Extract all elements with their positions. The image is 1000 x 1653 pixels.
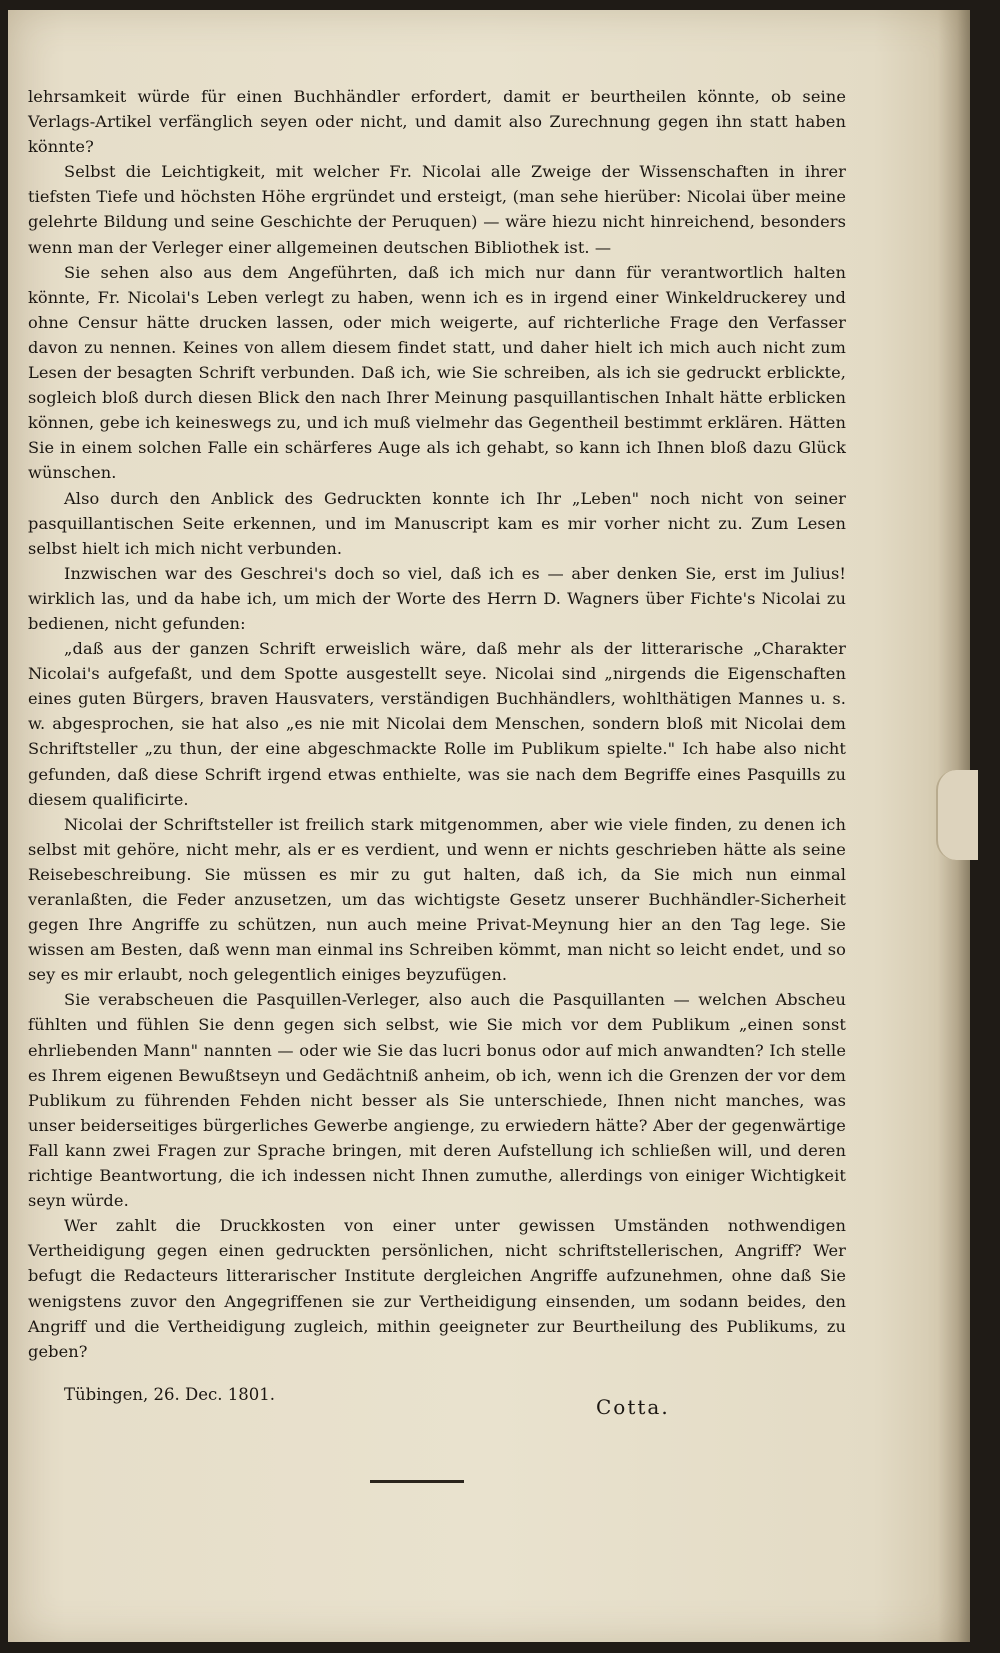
page-clip-mark xyxy=(936,770,978,860)
paragraph-6-quotation: „daß aus der ganzen Schrift erweislich wäre, daß mehr als der litterarische „Charakter Nicolai's aufgefaßt, und dem Spotte ausgestellt seye. Nicolai sind „nirgends die Eigenschaften eines guten Bürgers, braven Hausvaters, verständigen Buchhändlers, wohlthätigen Mannes u. s. w. abgesprochen, sie hat also „es nie mit Nicolai dem Menschen, sondern bloß mit Nicolai dem Schriftsteller „zu thun, der eine abgeschmackte Rolle im Publikum spielte." Ich habe also nicht gefunden, daß diese Schrift irgend etwas enthielte, was sie nach dem Begriffe eines Pasquills zu diesem qualificirte. xyxy=(28,639,846,809)
paragraph-5: Inzwischen war des Geschrei's doch so viel, daß ich es — aber denken Sie, erst im Julius! wirklich las, und da habe ich, um mich der Worte des Herrn D. Wagners über Fichte's Nicolai zu bedienen, nicht gefunden: xyxy=(28,563,846,633)
closing-rule xyxy=(370,1480,464,1483)
paragraph-1: lehrsamkeit würde für einen Buchhändler erfordert, damit er beurtheilen könnte, ob seine Verlags-Artikel verfänglich seyen oder nicht, und damit also Zurechnung gegen ihn statt haben könnte? xyxy=(28,87,846,157)
paragraph-9: Wer zahlt die Druckkosten von einer unter gewissen Umständen nothwendigen Vertheidigung gegen einen gedruckten persönlichen, nicht schriftstellerischen, Angriff? Wer befugt die Redacteurs litterarischer Institute dergleichen Angriffe aufzunehmen, ohne daß Sie wenigstens zuvor den Angegriffenen sie zur Vertheidigung einsenden, um sodann beides, den Angriff und die Vertheidigung zugleich, mithin geeigneter zur Beurtheilung des Publikums, zu geben? xyxy=(28,1216,846,1361)
place-date: Tübingen, 26. Dec. 1801. xyxy=(64,1385,275,1404)
paragraph-2: Selbst die Leichtigkeit, mit welcher Fr. Nicolai alle Zweige der Wissenschaften in ihrer tiefsten Tiefe und höchsten Höhe ergründet und ersteigt, (man sehe hierüber: Nicolai über meine gelehrte Bildung und seine Geschichte der Peruquen) — wäre hiezu nicht hinreichend, besonders wenn man der Verleger einer allgemeinen deutschen Bibliothek ist. — xyxy=(28,162,846,257)
body-text xyxy=(28,84,846,1364)
paragraph-4: Also durch den Anblick des Gedruckten konnte ich Ihr „Leben" noch nicht von seiner pasquillantischen Seite erkennen, und im Manuscript kam es mir vorher nicht zu. Zum Lesen selbst hielt ich mich nicht verbunden. xyxy=(28,488,846,558)
paragraph-8: Sie verabscheuen die Pasquillen-Verleger, also auch die Pasquillanten — welchen Abscheu fühlten und fühlen Sie denn gegen sich selbst, wie Sie mich vor dem Publikum „einen sonst ehrliebenden Mann" nannten — oder wie Sie das lucri bonus odor auf mich anwandten? Ich stelle es Ihrem eigenen Bewußtseyn und Gedächtniß anheim, ob ich, wenn ich die Grenzen der vor dem Publikum zu führenden Fehden nicht besser als Sie unterschiede, Ihnen nicht manches, was unser beiderseitiges bürgerliches Gewerbe angienge, zu erwiedern hätte? Aber der gegenwärtige Fall kann zwei Fragen zur Sprache bringen, mit deren Aufstellung ich schließen will, und deren richtige Beantwortung, die ich indessen nicht Ihnen zumuthe, allerdings von einiger Wichtigkeit seyn würde. xyxy=(28,990,846,1211)
signature: Cotta. xyxy=(596,1395,670,1419)
paragraph-7: Nicolai der Schriftsteller ist freilich stark mitgenommen, aber wie viele finden, zu denen ich selbst mit gehöre, nicht mehr, als er es verdient, und wenn er nichts geschrieben hätte als seine Reisebeschreibung. Sie müssen es mir zu gut halten, daß ich, da Sie mich nun einmal veranlaßten, die Feder anzusetzen, um das wichtigste Gesetz unserer Buchhändler-Sicherheit gegen Ihre Angriffe zu schützen, nun auch meine Privat-Meynung hier an den Tag lege. Sie wissen am Besten, daß wenn man einmal ins Schreiben kömmt, man nicht so leicht endet, und so sey es mir erlaubt, noch gelegentlich einiges beyzufügen. xyxy=(28,814,846,985)
paragraph-3: Sie sehen also aus dem Angeführten, daß ich mich nur dann für verantwortlich halten könnte, Fr. Nicolai's Leben verlegt zu haben, wenn ich es in irgend einer Winkeldruckerey und ohne Censur hätte drucken lassen, oder mich weigerte, auf richterliche Frage den Verfasser davon zu nennen. Keines von allem diesem findet statt, und daher hielt ich mich auch nicht zum Lesen der besagten Schrift verbunden. Daß ich, wie Sie schreiben, als ich sie gedruckt erblickte, sogleich bloß durch diesen Blick den nach Ihrer Meinung pasquillantischen Inhalt hätte erblicken können, gebe ich keineswegs zu, und ich muß vielmehr das Gegentheil bestimmt erklären. Hätten Sie in einem solchen Falle ein schärferes Auge als ich gehabt, so kann ich Ihnen bloß dazu Glück wünschen. xyxy=(28,262,846,483)
